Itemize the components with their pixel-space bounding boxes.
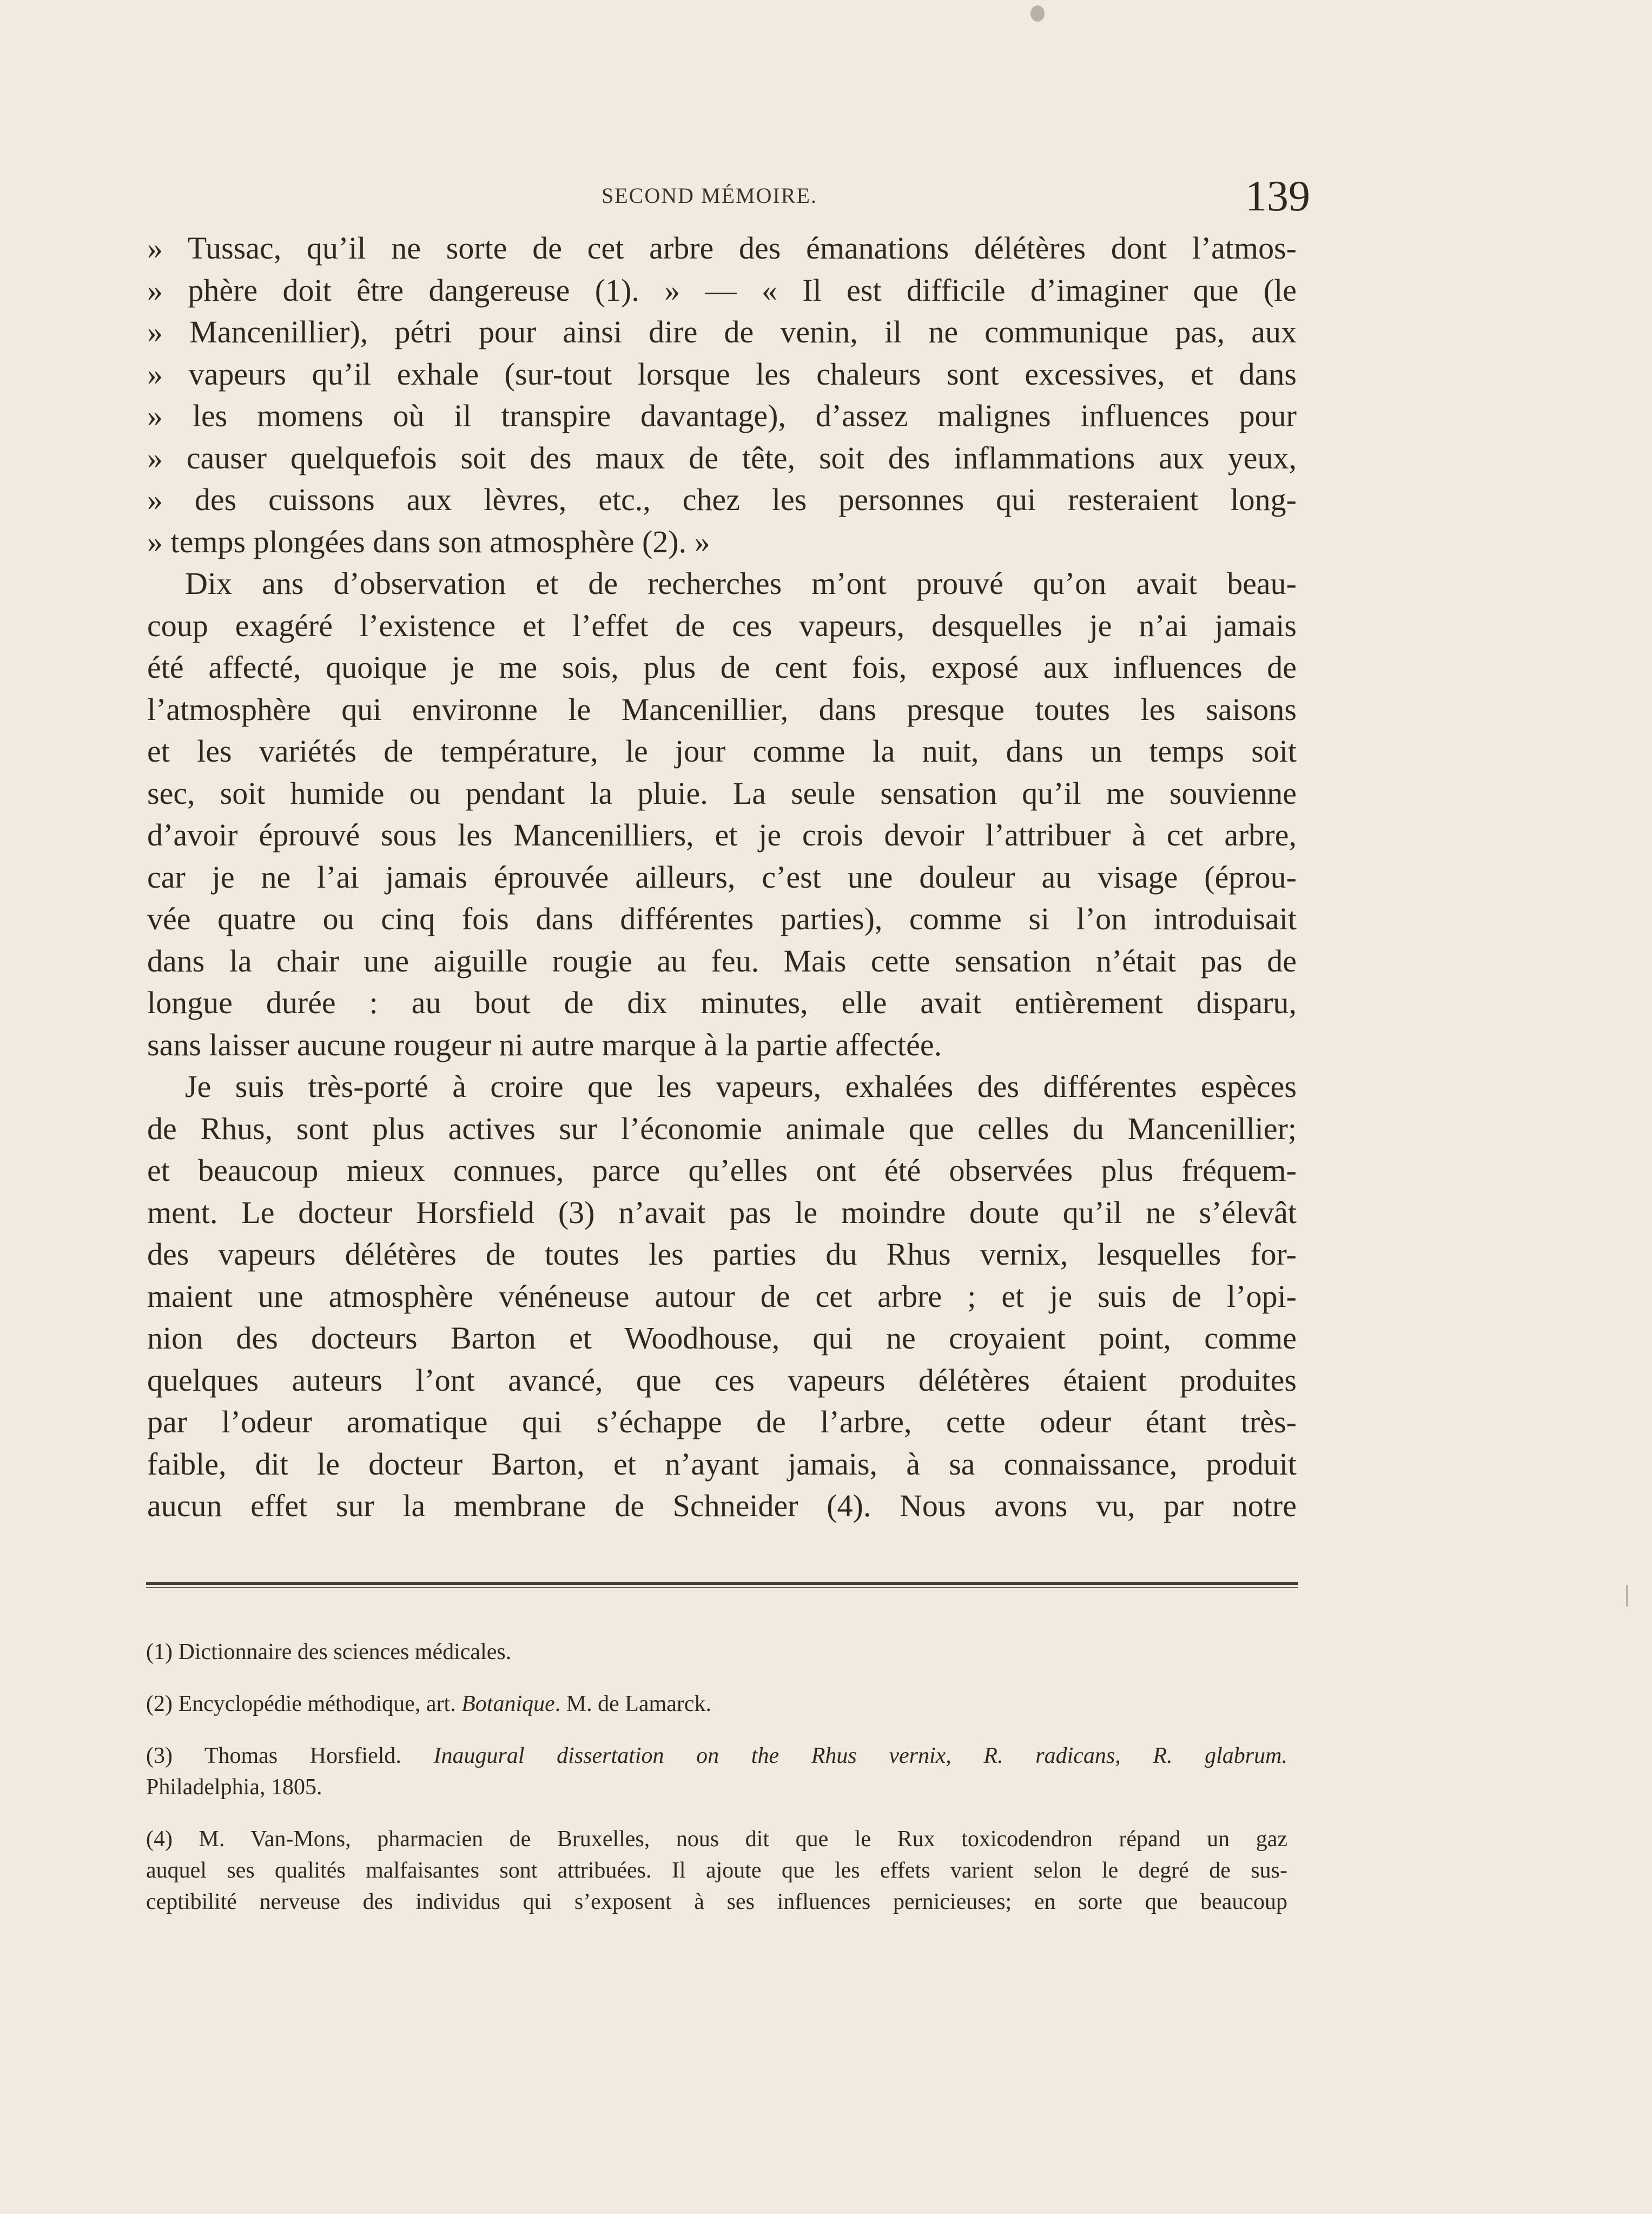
paragraph-first-line: Je suis très-porté à croire que les vapeurs, exhalées des différentes espèces xyxy=(185,1069,1297,1104)
page-number: 139 xyxy=(1245,173,1310,220)
text-line: longue durée : au bout de dix minutes, elle avait entièrement disparu, xyxy=(147,985,1297,1020)
text-line: ment. Le docteur Horsfield (3) n’avait pas le moindre doute qu’il ne s’élevât xyxy=(147,1194,1297,1230)
footnote-2: (2) Encyclopédie méthodique, art. Botanique. M. de Lamarck. xyxy=(146,1691,711,1716)
ink-speck xyxy=(1030,5,1045,22)
text-line: car je ne l’ai jamais éprouvée ailleurs, c’est une douleur au visage (éprou- xyxy=(147,859,1297,895)
text-line: vée quatre ou cinq fois dans différentes parties), comme si l’on introduisait xyxy=(147,901,1297,936)
text-line: » phère doit être dangereuse (1). » — « Il est difficile d’imaginer que (le xyxy=(147,272,1297,308)
page-header xyxy=(147,172,1310,226)
text-line: et les variétés de température, le jour comme la nuit, dans un temps soit xyxy=(147,733,1297,769)
paragraph-first-line: Dix ans d’observation et de recherches m’ont prouvé qu’on avait beau- xyxy=(185,566,1297,601)
text-line: des vapeurs délétères de toutes les parties du Rhus vernix, lesquelles for- xyxy=(147,1237,1297,1272)
text-line: » temps plongées dans son atmosphère (2). » xyxy=(147,524,710,559)
footnote-4-cont: ceptibilité nerveuse des individus qui s’exposent à ses influences pernicieuses; en sorte que beaucoup xyxy=(146,1889,1287,1914)
text-line: nion des docteurs Barton et Woodhouse, qui ne croyaient point, comme xyxy=(147,1320,1297,1356)
text-line: l’atmosphère qui environne le Mancenillier, dans presque toutes les saisons xyxy=(147,691,1297,727)
text-line: » des cuissons aux lèvres, etc., chez les personnes qui resteraient long- xyxy=(147,482,1297,517)
footnote-3-cont: Philadelphia, 1805. xyxy=(146,1775,322,1800)
footnote-4-cont: auquel ses qualités malfaisantes sont attribuées. Il ajoute que les effets varient selon le degré de sus- xyxy=(146,1858,1287,1883)
text-line: par l’odeur aromatique qui s’échappe de l’arbre, cette odeur étant très- xyxy=(147,1404,1297,1439)
text-line: » Mancenillier), pétri pour ainsi dire de venin, il ne communique pas, aux xyxy=(147,314,1297,349)
footnote-rule xyxy=(146,1582,1298,1585)
footnote-1: (1) Dictionnaire des sciences médicales. xyxy=(146,1640,512,1664)
running-head: SECOND MÉMOIRE. xyxy=(602,183,817,208)
text-line: sans laisser aucune rougeur ni autre marque à la partie affectée. xyxy=(147,1027,942,1062)
margin-mark xyxy=(1626,1585,1628,1607)
footnotes xyxy=(146,1636,1287,1918)
text-line: et beaucoup mieux connues, parce qu’elles ont été observées plus fréquem- xyxy=(147,1153,1297,1188)
text-line: » causer quelquefois soit des maux de tête, soit des inflammations aux yeux, xyxy=(147,440,1297,475)
text-line: faible, dit le docteur Barton, et n’ayant jamais, à sa connaissance, produit xyxy=(147,1446,1297,1482)
text-line: sec, soit humide ou pendant la pluie. La seule sensation qu’il me souvienne xyxy=(147,775,1297,811)
text-line: aucun effet sur la membrane de Schneider (4). Nous avons vu, par notre xyxy=(147,1488,1297,1523)
footnote-3: (3) Thomas Horsfield. Inaugural dissertation on the Rhus vernix, R. radicans, R. glabrum. xyxy=(146,1743,1287,1768)
text-line: coup exagéré l’existence et l’effet de ces vapeurs, desquelles je n’ai jamais xyxy=(147,607,1297,643)
text-line: de Rhus, sont plus actives sur l’économie animale que celles du Mancenillier; xyxy=(147,1111,1297,1146)
footnote-4: (4) M. Van-Mons, pharmacien de Bruxelles, nous dit que le Rux toxicodendron répand un gaz xyxy=(146,1827,1287,1852)
text-line: » les momens où il transpire davantage), d’assez malignes influences pour xyxy=(147,398,1297,433)
text-line: quelques auteurs l’ont avancé, que ces vapeurs délétères étaient produites xyxy=(147,1362,1297,1398)
text-line: d’avoir éprouvé sous les Mancenilliers, et je crois devoir l’attribuer à cet arbre, xyxy=(147,817,1297,852)
text-line: maient une atmosphère vénéneuse autour de cet arbre ; et je suis de l’opi- xyxy=(147,1278,1297,1314)
text-line: été affecté, quoique je me sois, plus de cent fois, exposé aux influences de xyxy=(147,650,1297,685)
text-line: » vapeurs qu’il exhale (sur-tout lorsque les chaleurs sont excessives, et dans xyxy=(147,356,1297,392)
main-text xyxy=(147,227,1297,1527)
footnote-rule-thin xyxy=(146,1587,1298,1588)
text-line: » Tussac, qu’il ne sorte de cet arbre des émanations délétères dont l’atmos- xyxy=(147,230,1297,266)
text-line: dans la chair une aiguille rougie au feu. Mais cette sensation n’était pas de xyxy=(147,943,1297,979)
